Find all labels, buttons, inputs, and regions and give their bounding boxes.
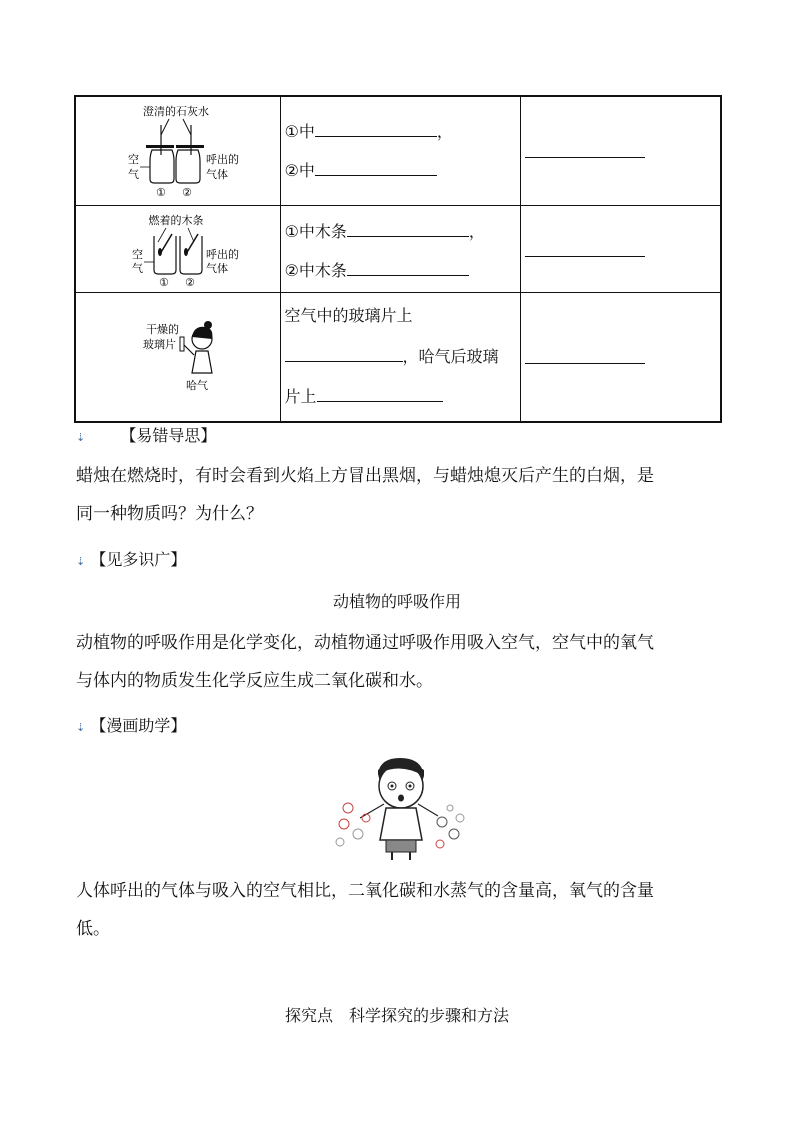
section-title: 【见多识广】 (90, 550, 187, 569)
conclusion-blank[interactable] (525, 157, 645, 158)
bottle-number-1: ① (159, 276, 169, 288)
table-row (75, 96, 721, 206)
observation-line: ，哈气后玻璃 (285, 345, 499, 367)
diagram-cell (75, 206, 280, 293)
diagram-title: 澄清的石灰水 (143, 105, 209, 118)
breath-label: 哈气 (186, 379, 208, 392)
observation-line: ②中木条 (285, 259, 469, 281)
observation-cell (280, 293, 520, 423)
observation-line: ①中 ， (284, 122, 453, 141)
air-label-2: 气 (128, 168, 139, 181)
error-guide-text: 蜡烛在燃烧时，有时会看到火焰上方冒出黑烟，与蜡烛熄灭后产生的白烟，是 同一种物质吗？为什么？ (76, 466, 654, 524)
glass-label-2: 玻璃片 (143, 338, 176, 351)
exhaled-label-2: 气体 (206, 168, 228, 181)
answer-blank[interactable] (317, 385, 443, 402)
knowledge-text: 动植物的呼吸作用是化学变化，动植物通过呼吸作用吸入空气，空气中的氧气 与体内的物质发生化学反应生成二氧化碳和水。 (76, 633, 654, 691)
burning-stick-diagram (76, 206, 281, 288)
air-label-1: 空 (128, 153, 139, 166)
observation-line: ②中 (285, 159, 437, 181)
section-title: 【漫画助学】 (90, 716, 187, 735)
bookmark-icon: ⇣ (76, 555, 86, 568)
air-label-2: 气 (132, 262, 143, 275)
bottle-number-1: ① (156, 186, 166, 199)
answer-blank[interactable] (315, 159, 437, 176)
observation-line: 空气中的玻璃片上 (284, 306, 413, 325)
comic-heading (76, 716, 186, 738)
answer-blank[interactable] (285, 345, 403, 362)
comic-text: 人体呼出的气体与吸入的空气相比，二氧化碳和水蒸气的含量高，氧气的含量 低。 (76, 881, 654, 939)
conclusion-blank[interactable] (525, 363, 645, 364)
knowledge-subtitle: 动植物的呼吸作用 (332, 592, 461, 611)
error-guide-heading (76, 426, 216, 448)
observation-cell (280, 96, 520, 206)
limewater-bottles-diagram (76, 97, 281, 201)
conclusion-cell (520, 206, 721, 293)
bookmark-icon: ⇣ (76, 721, 86, 734)
bottle-number-2: ② (182, 186, 192, 199)
experiment-table (74, 95, 722, 423)
observation-cell (280, 206, 520, 293)
answer-blank[interactable] (315, 120, 437, 137)
section-title: 【易错导思】 (120, 426, 217, 445)
glass-label-1: 干燥的 (146, 323, 179, 336)
diagram-cell (75, 96, 280, 206)
conclusion-blank[interactable] (525, 256, 645, 257)
air-label-1: 空 (132, 248, 143, 261)
observation-line: ①中木条 ， (284, 222, 485, 241)
conclusion-cell (520, 293, 721, 423)
answer-blank[interactable] (347, 259, 469, 276)
diagram-title: 燃着的木条 (148, 214, 204, 227)
knowledge-heading (76, 550, 186, 572)
exhaled-label-1: 呼出的 (206, 153, 239, 166)
exhaled-label-2: 气体 (206, 262, 228, 275)
conclusion-cell (520, 96, 721, 206)
table-row (75, 293, 721, 423)
diagram-cell (75, 293, 280, 423)
answer-blank[interactable] (347, 220, 469, 237)
breathing-boy-cartoon (330, 752, 470, 866)
table-row (75, 206, 721, 293)
breathing-on-glass-diagram (76, 293, 281, 417)
bottle-number-2: ② (185, 276, 195, 288)
observation-line: 片上 (285, 385, 443, 407)
bookmark-icon: ⇣ (76, 431, 86, 444)
exhaled-label-1: 呼出的 (206, 248, 239, 261)
explore-heading: 探究点 科学探究的步骤和方法 (284, 1006, 509, 1025)
